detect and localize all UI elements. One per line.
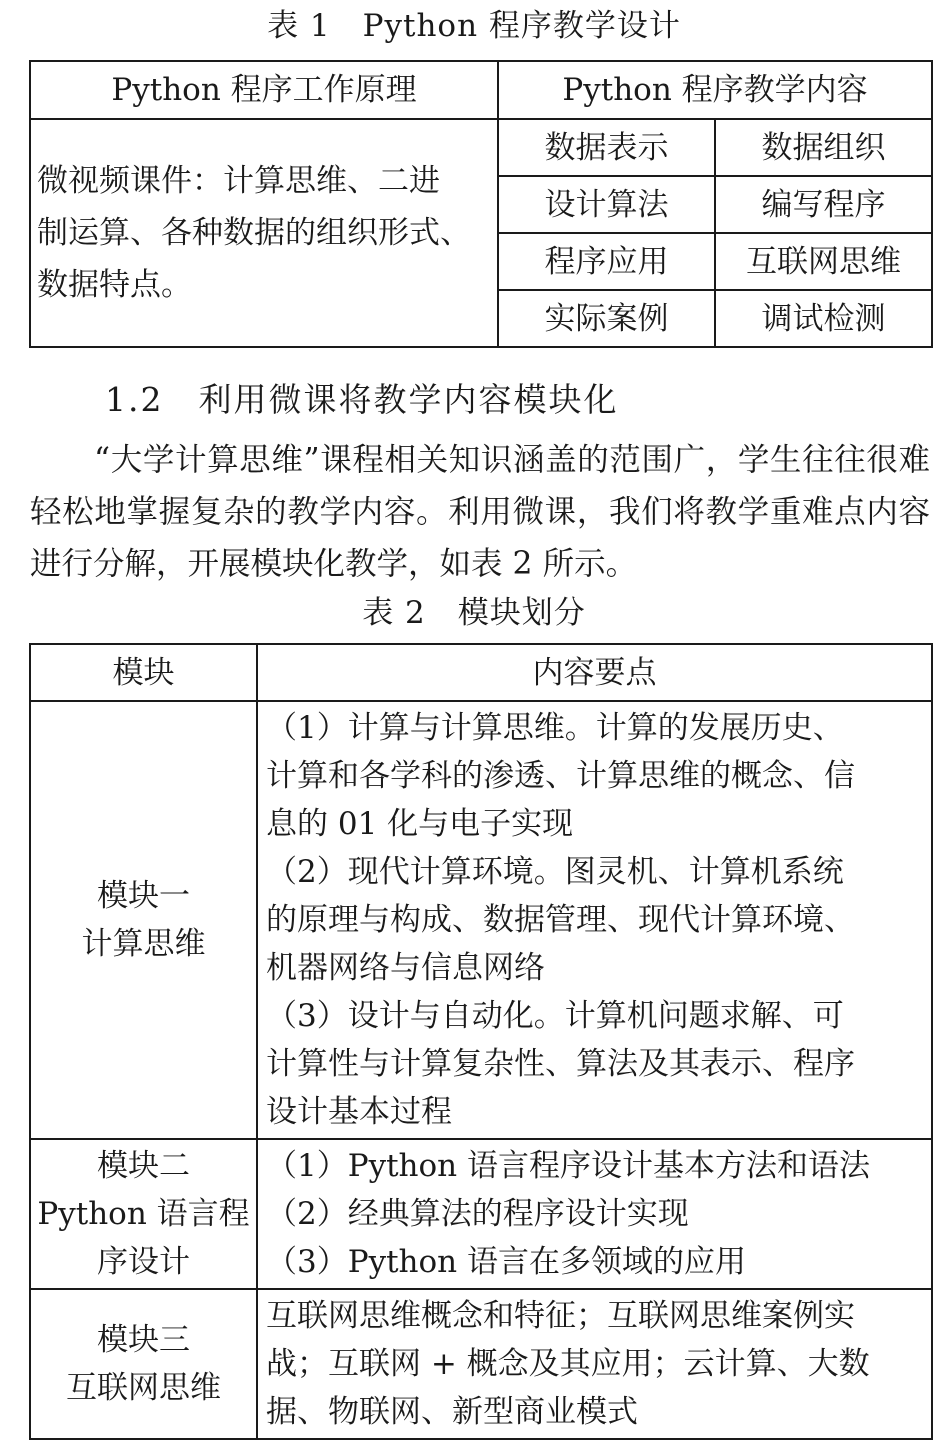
section-paragraph-text: “大学计算思维”课程相关知识涵盖的范围广，学生往往很难轻松地掌握复杂的教学内容。利用微课，我们将教学重难点内容进行分解，开展模块化教学，如表 2 所示。 [30, 442, 930, 582]
content-line: （3）设计与自动化。计算机问题求解、可 [266, 998, 844, 1034]
table2-row [30, 1289, 932, 1439]
module-name [30, 1139, 257, 1289]
section-paragraph [30, 434, 930, 590]
table2 [29, 643, 933, 1440]
table2-row [30, 1139, 932, 1289]
table1-description-line: 数据特点。 [37, 267, 192, 303]
table1-cell: 设计算法 [498, 176, 715, 233]
content-line: （1）Python 语言程序设计基本方法和语法 [266, 1148, 870, 1184]
table2-header-content: 内容要点 [257, 644, 932, 701]
content-line: 设计基本过程 [266, 1094, 452, 1130]
table1-description-line: 微视频课件：计算思维、二进 [37, 163, 440, 199]
table1-cell: 程序应用 [498, 233, 715, 290]
content-line: 计算性与计算复杂性、算法及其表示、程序 [266, 1046, 855, 1082]
table1-cell: 实际案例 [498, 290, 715, 347]
content-line: （3）Python 语言在多领域的应用 [266, 1244, 746, 1280]
content-line: 息的 01 化与电子实现 [266, 806, 574, 842]
table1-cell: 互联网思维 [715, 233, 932, 290]
table1-description [30, 119, 498, 347]
table1-description-line: 制运算、各种数据的组织形式、 [37, 215, 471, 251]
table1-caption: 表 1 Python 程序教学设计 [267, 8, 681, 44]
table1-header-left: Python 程序工作原理 [30, 61, 498, 119]
module-name-line: 模块三 [97, 1322, 190, 1358]
module-content [257, 1289, 932, 1439]
table2-caption: 表 2 模块划分 [362, 595, 586, 631]
table1-cell: 编写程序 [715, 176, 932, 233]
module-content [257, 1139, 932, 1289]
content-line: 机器网络与信息网络 [266, 950, 545, 986]
content-line: （2）经典算法的程序设计实现 [266, 1196, 689, 1232]
module-name-line: Python 语言程 [37, 1196, 250, 1232]
module-name-line: 序设计 [97, 1244, 190, 1280]
module-name [30, 1289, 257, 1439]
module-name-line: 模块一 [97, 878, 190, 914]
content-line: 计算和各学科的渗透、计算思维的概念、信 [266, 758, 855, 794]
module-name-line: 计算思维 [81, 926, 206, 962]
table1-cell: 数据表示 [498, 119, 715, 176]
table2-header-module: 模块 [30, 644, 257, 701]
content-line: 互联网思维概念和特征；互联网思维案例实 [266, 1298, 855, 1334]
table1-header-right: Python 程序教学内容 [498, 61, 932, 119]
table1-cell: 数据组织 [715, 119, 932, 176]
content-line: 的原理与构成、数据管理、现代计算环境、 [266, 902, 855, 938]
table2-row [30, 701, 932, 1139]
table1-cell: 调试检测 [715, 290, 932, 347]
content-line: （2）现代计算环境。图灵机、计算机系统 [266, 854, 844, 890]
table1 [29, 60, 933, 348]
module-name-line: 模块二 [97, 1148, 190, 1184]
module-name-line: 互联网思维 [66, 1370, 221, 1406]
section-heading: 1.2 利用微课将教学内容模块化 [105, 380, 619, 419]
content-line: 据、物联网、新型商业模式 [266, 1394, 638, 1430]
content-line: 战；互联网 + 概念及其应用；云计算、大数 [266, 1346, 870, 1382]
module-content [257, 701, 932, 1139]
module-name [30, 701, 257, 1139]
content-line: （1）计算与计算思维。计算的发展历史、 [266, 710, 844, 746]
